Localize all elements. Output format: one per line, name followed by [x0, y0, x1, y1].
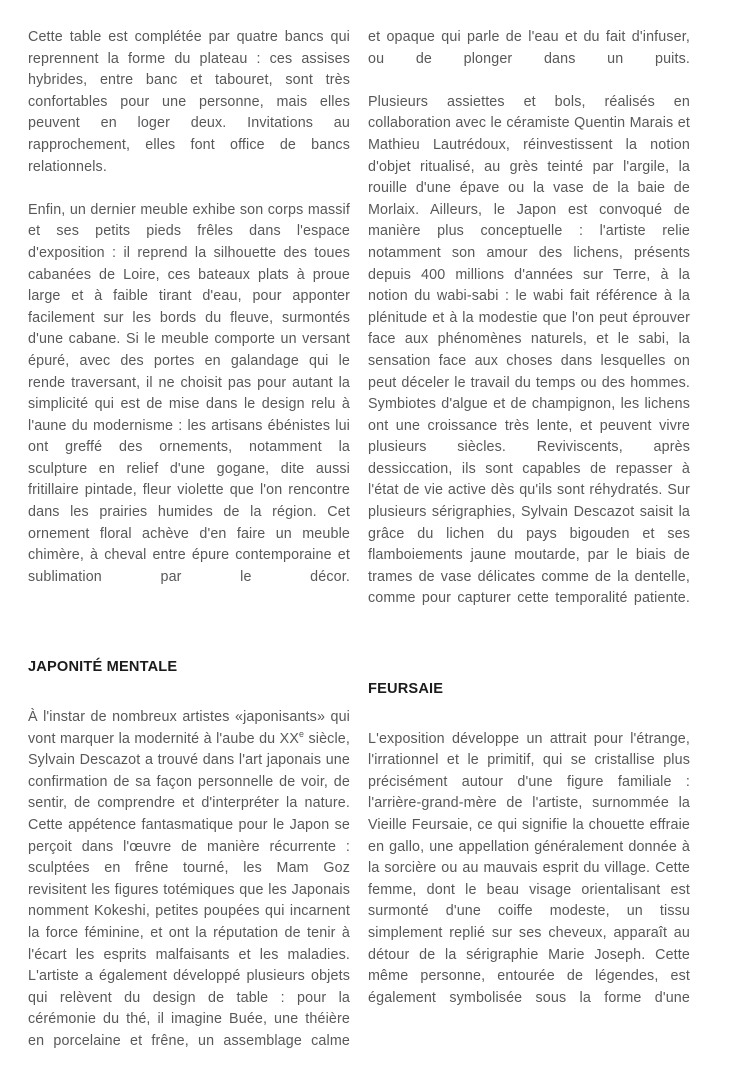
- spacer: [28, 677, 350, 707]
- paragraph-japonite-mentale: [28, 707, 350, 1074]
- paragraph: et opaque qui parle de l'eau et du fait d'infuser, ou de plonger dans un puits.: [368, 29, 690, 67]
- right-column: [368, 27, 690, 1031]
- left-column: [28, 27, 350, 1074]
- paragraph: Enfin, un dernier meuble exhibe son corps massif et ses petits pieds frêles dans l'espace d'exposition : il reprend la silhouette des toues cabanées de Loire, ces bateaux plats à proue large et à faible tirant d'eau, pour apponter facilement sur les bords du fleuve, surmontés d'une cabane. Si le meuble comporte un versant épuré, avec des portes en galandage qui le rende traversant, il ne choisit pas pour autant la simplicité qui est de mise dans le design relu à l'aune du modernisme : les artisans ébénistes lui ont greffé des ornements, notamment la sculpture en relief d'une gogane, dite aussi fritillaire pintade, fleur violette que l'on rencontre dans les prairies humides de la région. Cet ornement floral achève d'en faire un meuble chimère, à cheval entre épure contemporaine et sublimation par le décor.: [28, 201, 350, 585]
- paragraph-text-part2: siècle, Sylvain Descazot a trouvé dans l'art japonais une confirmation de sa façon personnelle de voir, de sentir, de comprendre et d'interpréter la nature. Cette appétence fantasmatique pour le Japon se perçoit dans l'œuvre de manière récurrente : sculptées en frêne tourné, les Mam Goz revisitent les figures totémiques que les Japonais nomment Kokeshi, petites poupées qui incarnent la force féminine, et ont la réputation de tenir à l'écart les esprits malfaisants et les maladies. L'artiste a également développé plusieurs objets qui relèvent du design de table : pour la cérémonie du thé, il imagine Buée, une théière en porcelaine et frêne, un assemblage calme: [28, 730, 350, 1049]
- two-column-layout: [28, 27, 695, 1074]
- section-heading-feursaie: FEURSAIE: [368, 680, 444, 697]
- ordinal-suffix: e: [299, 728, 305, 739]
- paragraph: Plusieurs assiettes et bols, réalisés en collaboration avec le céramiste Quentin Marais et Mathieu Lautrédoux, réinvestissent la notion d'objet ritualisé, au grès teinté par l'argile, la rouille d'une épave ou la vase de la baie de Morlaix. Ailleurs, le Japon est convoqué de manière plus conceptuelle : l'artiste relie notamment son amour des lichens, présents depuis 400 millions d'années sur Terre, à la notion du wabi-sabi : le wabi fait référence à la plénitude et à la modestie que l'on peut éprouver face aux phénomènes naturels, et le sabi, la sensation face aux choses dans lesquelles on peut déceler le travail du temps ou des hommes. Symbiotes d'algue et de champignon, les lichens ont une croissance très lente, et peuvent vivre plusieurs siècles. Reviviscents, après dessiccation, ils sont capables de repasser à l'état de vie active dès qu'ils sont réhydratés. Sur plusieurs sérigraphies, Sylvain Descazot saisit la grâce du lichen du pays bigouden et ses flamboiements jaune moutarde, par le biais de trames de vase délicates comme de la dentelle, comme pour capturer cette temporalité patiente.: [368, 93, 690, 607]
- spacer: [28, 610, 350, 658]
- section-heading-japonite-mentale: JAPONITÉ MENTALE: [28, 659, 178, 676]
- paragraph: Cette table est complétée par quatre bancs qui reprennent la forme du plateau : ces assises hybrides, entre banc et tabouret, sont très confortables pour une personne, mais elles peuvent en loger deux. Invitations au rapprochement, elles font office de bancs relationnels.: [28, 29, 350, 175]
- spacer: [368, 699, 690, 729]
- paragraph-feursaie: L'exposition développe un attrait pour l'étrange, l'irrationnel et le primitif, qui se cristallise plus précisément autour d'une figure familiale : l'arrière-grand-mère de l'artiste, surnommée la Vieille Feursaie, ce qui signifie la chouette effraie en gallo, une appellation généralement donnée à la sorcière ou au mauvais esprit du village. Cette femme, dont le beau visage orientalisant est surmonté d'une coiffe modeste, un tissu simplement replié sur ses cheveux, apparaît au détour de la sérigraphie Marie Joseph. Cette même personne, entourée de légendes, est également symbolisée sous la forme d'une: [368, 730, 690, 1006]
- paragraph-text-part1: À l'instar de nombreux artistes «japonisants» qui vont marquer la modernité à l'aube du XX: [28, 709, 350, 747]
- spacer: [368, 632, 690, 680]
